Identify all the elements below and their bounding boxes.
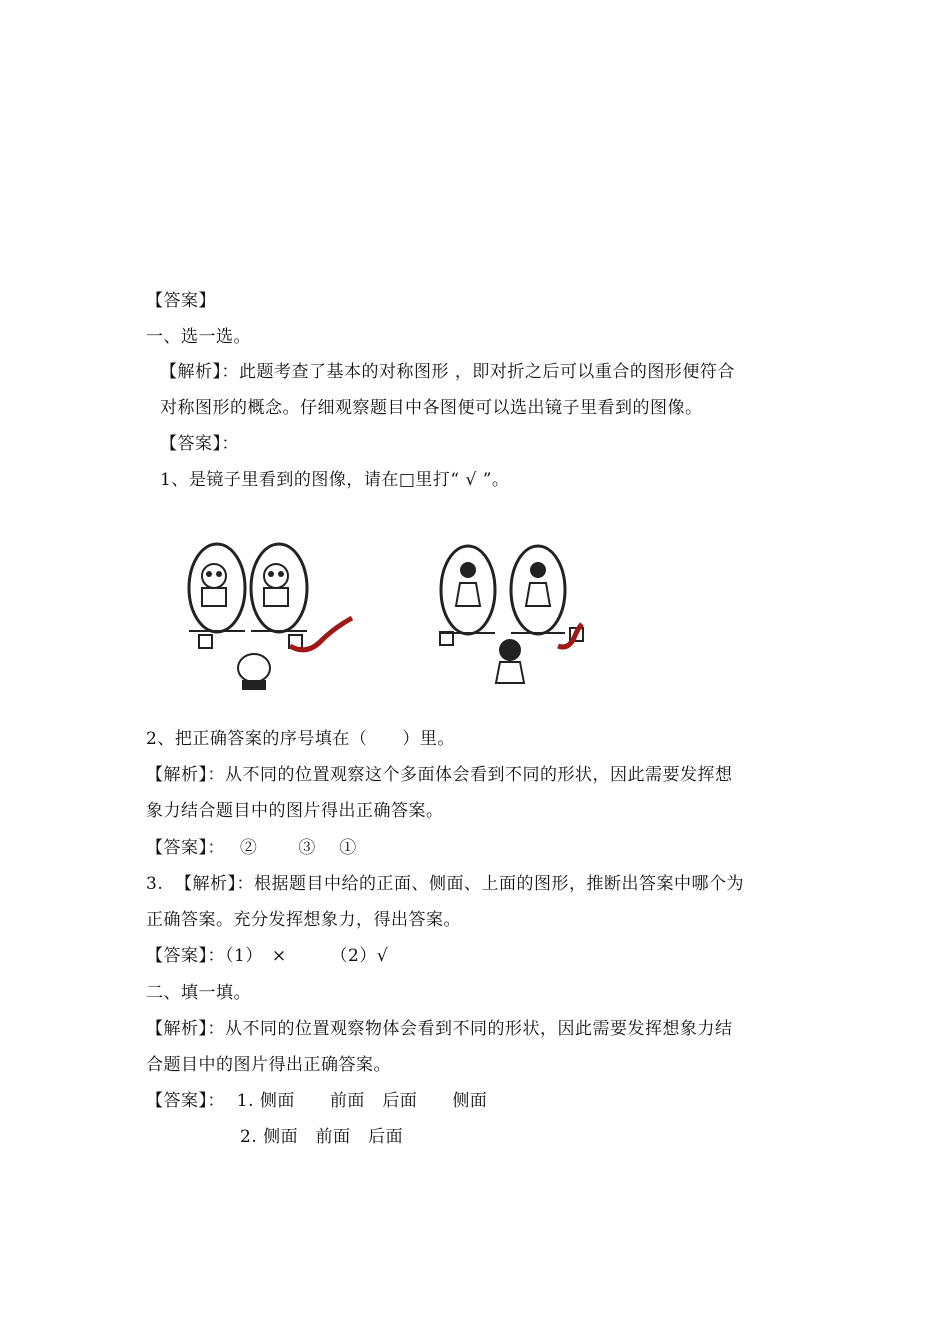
question-3-answer: 【答案】：（1） × （2）√ <box>146 946 389 966</box>
mirror-frame-right <box>511 546 565 634</box>
mirror-figure-girl <box>432 528 652 708</box>
check-mark <box>290 618 352 650</box>
question-3-line1: 3. 【解析】：根据题目中给的正面、侧面、上面的图形，推断出答案中哪个为 <box>146 874 745 894</box>
question-2: 2、把正确答案的序号填在（ ）里。 <box>146 729 455 749</box>
question-1: 1、是镜子里看到的图像，请在□里打“ √ ”。 <box>160 470 510 490</box>
section1-title: 一、选一选。 <box>146 327 251 347</box>
section1-answer-label: 【答案】： <box>160 434 239 454</box>
answer-heading: 【答案】 <box>146 291 216 311</box>
question-2-answer: 【答案】： ② ③ ① <box>146 838 357 858</box>
section2-answer-line1: 【答案】： 1. 侧面 前面 后面 侧面 <box>146 1091 488 1111</box>
section2-title: 二、填一填。 <box>146 983 251 1003</box>
section2-analysis-line2: 合题目中的图片得出正确答案。 <box>146 1055 391 1075</box>
child-figure <box>499 639 521 661</box>
section1-analysis-line2: 对称图形的概念。仔细观察题目中各图便可以选出镜子里看到的图像。 <box>160 398 703 418</box>
panda-head-right <box>264 564 288 588</box>
section2-answer-line2: 2. 侧面 前面 后面 <box>240 1127 404 1147</box>
child-figure <box>238 654 270 682</box>
section1-analysis-line1: 【解析】：此题考查了基本的对称图形 ，即对折之后可以重合的图形便符合 <box>160 362 735 382</box>
panda-head-left <box>202 564 226 588</box>
question-2-analysis-line1: 【解析】：从不同的位置观察这个多面体会看到不同的形状，因此需要发挥想 <box>146 765 733 785</box>
answer-box-left <box>199 635 212 648</box>
question-2-analysis-line2: 象力结合题目中的图片得出正确答案。 <box>146 801 444 821</box>
section2-analysis-line1: 【解析】：从不同的位置观察物体会看到不同的形状，因此需要发挥想象力结 <box>146 1019 733 1039</box>
question-3-line2: 正确答案。充分发挥想象力，得出答案。 <box>146 910 461 930</box>
mirror-frame-left <box>441 546 495 634</box>
mirror-figure-panda <box>172 528 372 698</box>
